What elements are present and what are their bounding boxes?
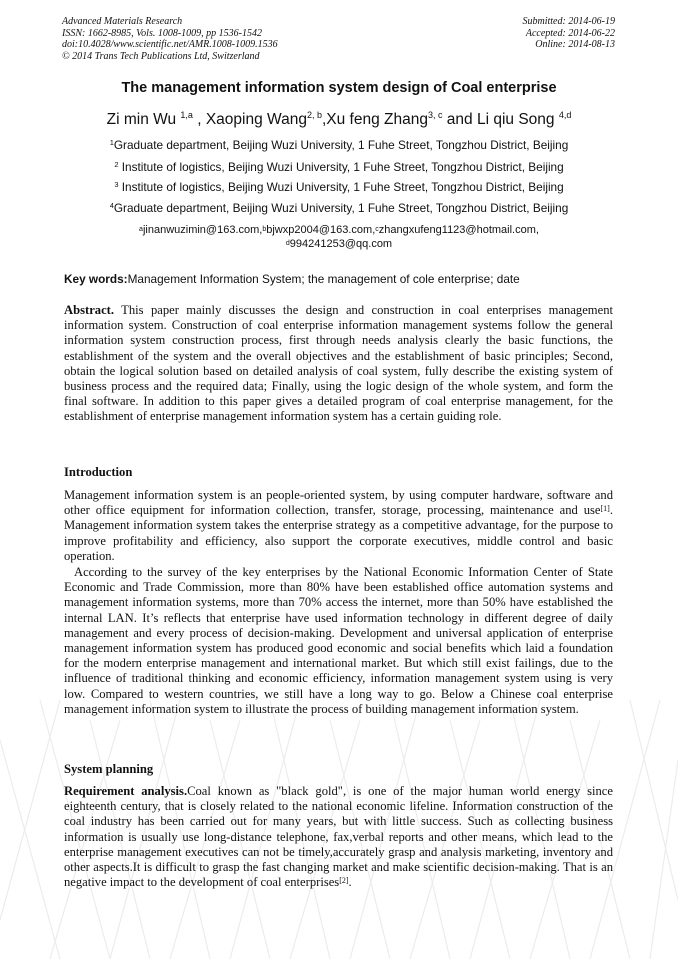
requirement-analysis-end: . xyxy=(348,875,352,890)
email-mark: c xyxy=(375,226,379,233)
author-separator: , xyxy=(321,111,327,128)
affiliation-text: Graduate department, Beijing Wuzi University, 1 Fuhe Street, Tongzhou District, Beijing xyxy=(113,201,569,215)
abstract-paragraph xyxy=(64,303,613,425)
affiliation-3 xyxy=(0,180,678,194)
affiliation-number: 2 xyxy=(114,160,119,169)
requirement-analysis-paragraph xyxy=(64,784,613,890)
email-line-2 xyxy=(0,237,678,251)
keywords-label: Key words: xyxy=(64,272,128,286)
author-name: Xaoping Wang xyxy=(205,111,307,128)
author-separator: , xyxy=(192,111,206,128)
email-block xyxy=(0,223,678,251)
intro-p2-text: According to the survey of the key enterprises by the National Economic Information Center of State Economic and Trade Commission, more than 80% have been established office automation systems and management information systems, more than 70% access the internet, more than 50% have established the internal LAN. It’s reflects that enterprise have used information technology in different degree of daily management and every process of decision-making. Development and universal application of enterprise management information system has produced good economic and social benefits which laid a foundation for the modern enterprise management and international market. But which still exist failings, due to the influence of traditional thinking and economic efficiency, information management system using is very low. Compared to western countries, we still have a long way to go. Below a Chinese coal enterprise management information system to illustrate the process of building management information system. xyxy=(64,565,613,716)
affiliation-text: Institute of logistics, Beijing Wuzi University, 1 Fuhe Street, Tongzhou District, Beijing xyxy=(118,180,564,194)
author-separator: and xyxy=(442,111,477,128)
introduction-paragraph-2 xyxy=(64,565,613,717)
abstract-text: This paper mainly discusses the design and construction in coal enterprises management information system. Construction of coal enterprise information management systems follow the general information system construction process, first through needs analysis clearly the basic functions, the establishment of the system and the overall objectives and the establishment of basic principles; Second, obtain the logical solution based on detailed analysis of coal system, fully describe the existing system of business process and the required data; Finally, using the logic design of the whole system, and form the final software. In addition to this paper gives a detailed program of coal enterprise management, for the establishment of enterprise management information system has a certain guiding role. xyxy=(64,303,613,424)
keywords-text: Management Information System; the management of cole enterprise; date xyxy=(127,272,520,286)
email-mark: d xyxy=(285,240,290,247)
author-affiliation-mark: 3, c xyxy=(427,110,443,120)
intro-p1-text: Management information system is an people-oriented system, by using computer hardware, software and other office equipment for information collection, transfer, storage, processing, maintenance and use xyxy=(64,488,613,518)
journal-header-right xyxy=(523,16,616,51)
email-c-link[interactable]: zhangxufeng1123@hotmail.com, xyxy=(378,224,539,236)
author-name: Zi min Wu xyxy=(106,111,181,128)
affiliation-4 xyxy=(0,201,678,215)
email-b-link[interactable]: bjwxp2004@163.com, xyxy=(266,224,376,236)
author-name: Li qiu Song xyxy=(476,111,559,128)
accepted-date: Accepted: 2014-06-22 xyxy=(525,27,615,39)
copyright-line: © 2014 Trans Tech Publications Ltd, Switzerland xyxy=(62,50,260,62)
affiliation-text: Institute of logistics, Beijing Wuzi University, 1 Fuhe Street, Tongzhou District, Beijing xyxy=(118,160,564,174)
citation-ref[interactable]: [2] xyxy=(339,876,349,886)
online-date: Online: 2014-08-13 xyxy=(535,39,615,50)
journal-name: Advanced Materials Research xyxy=(62,16,183,27)
author-affiliation-mark: 4,d xyxy=(558,110,572,120)
citation-ref[interactable]: [1] xyxy=(600,504,610,514)
journal-header-left xyxy=(62,16,278,62)
affiliation-number: 1 xyxy=(109,138,114,147)
keywords xyxy=(64,272,520,286)
email-d-link[interactable]: 994241253@qq.com xyxy=(289,238,393,250)
author-affiliation-mark: 1,a xyxy=(180,110,193,120)
email-line-1 xyxy=(0,223,678,237)
affiliation-number: 4 xyxy=(109,201,114,210)
intro-p1-text-cont: . Management information system takes the enterprise strategy as a competitive advantage, for the purpose to improve profitability and efficiency, also support the corporate executives, middle control and basic operation. xyxy=(64,503,613,563)
introduction-heading: Introduction xyxy=(64,465,133,479)
introduction-paragraph-1 xyxy=(64,488,613,564)
author-affiliation-mark: 2, b xyxy=(306,110,322,120)
paper-title: The management information system design of Coal enterprise xyxy=(121,80,557,96)
requirement-analysis-text: Coal known as "black gold", is one of the major human world energy since eighteenth century, that is closely related to the national economic lifeline. Information construction of the coal industry has been carried out for many years, but with little success. Such as collecting business information is usually use long-distance telephone, fax,verbal reports and other means, which lead to the enterprise management executives can not be timely,accurately grasp and analysis marketing, inventory and other aspects.It is difficult to grasp the fast changing market and make scientific decision-making. That is an negative impact to the development of coal enterprises xyxy=(64,784,613,890)
issn-line: ISSN: 1662-8985, Vols. 1008-1009, pp 1536-1542 xyxy=(62,27,262,39)
affiliation-1 xyxy=(0,138,678,152)
affiliation-number: 3 xyxy=(114,180,119,189)
affiliation-2 xyxy=(0,160,678,174)
email-a-link[interactable]: jinanwuzimin@163.com, xyxy=(142,224,263,236)
email-mark: a xyxy=(139,226,143,233)
system-planning-heading: System planning xyxy=(64,762,154,776)
submitted-date: Submitted: 2014-06-19 xyxy=(522,16,615,27)
affiliation-text: Graduate department, Beijing Wuzi University, 1 Fuhe Street, Tongzhou District, Beijing xyxy=(113,138,569,152)
abstract-label: Abstract. xyxy=(64,303,115,317)
author-list xyxy=(0,111,678,129)
doi-link[interactable]: doi:10.4028/www.scientific.net/AMR.1008-1009.1536 xyxy=(62,39,278,50)
author-name: Xu feng Zhang xyxy=(326,111,428,128)
email-mark: b xyxy=(262,226,267,233)
requirement-analysis-label: Requirement analysis. xyxy=(64,784,188,798)
